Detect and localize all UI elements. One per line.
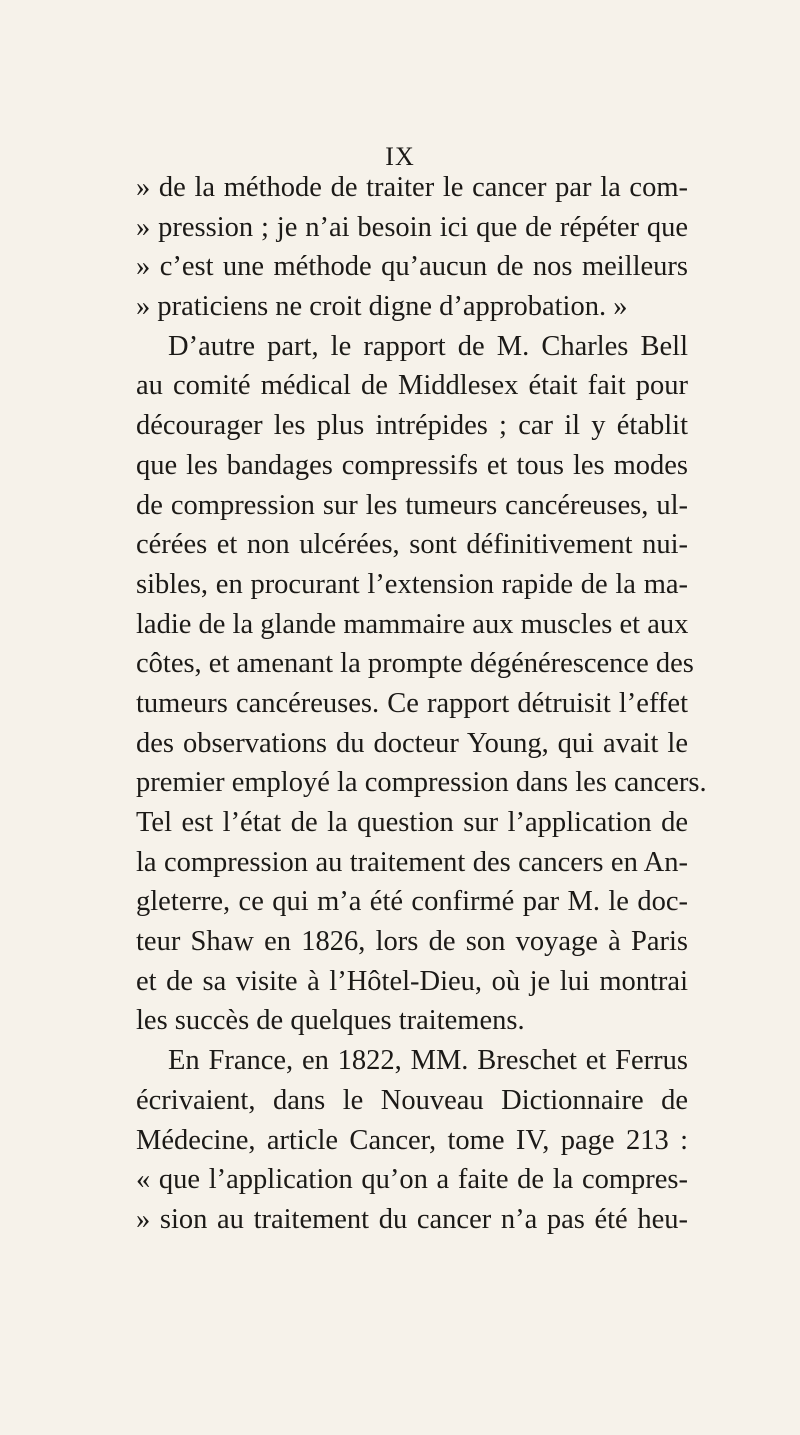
text-line: teur Shaw en 1826, lors de son voyage à Paris xyxy=(136,926,688,958)
text-line: écrivaient, dans le Nouveau Dictionnaire de xyxy=(136,1084,688,1116)
body-text xyxy=(136,168,707,1240)
text-line: » de la méthode de traiter le cancer par la com- xyxy=(136,172,688,203)
text-line: sibles, en procurant l’extension rapide de la ma- xyxy=(136,568,688,600)
text-line: que les bandages compressifs et tous les modes xyxy=(136,449,688,481)
text-line: » pression ; je n’ai besoin ici que de répéter que xyxy=(136,211,688,243)
text-line: « que l’application qu’on a faite de la compres- xyxy=(136,1164,688,1196)
text-line: » c’est une méthode qu’aucun de nos meilleurs xyxy=(136,251,688,283)
text-line: D’autre part, le rapport de M. Charles Bell xyxy=(168,330,688,362)
text-line: au comité médical de Middlesex était fait pour xyxy=(136,370,688,402)
text-line: les succès de quelques traitemens. xyxy=(136,1005,525,1037)
text-line: des observations du docteur Young, qui avait le xyxy=(136,727,688,759)
text-line: décourager les plus intrépides ; car il y établit xyxy=(136,410,688,442)
text-line: » sion au traitement du cancer n’a pas été heu- xyxy=(136,1203,688,1235)
page-number: IX xyxy=(385,142,415,171)
text-line: cérées et non ulcérées, sont définitivement nui- xyxy=(136,529,688,561)
text-line: Médecine, article Cancer, tome IV, page 213 : xyxy=(136,1124,688,1156)
text-line: Tel est l’état de la question sur l’application de xyxy=(136,807,688,838)
text-line: de compression sur les tumeurs cancéreuses, ul- xyxy=(136,489,688,521)
text-line: » praticiens ne croit digne d’approbation. » xyxy=(136,291,628,323)
text-line: tumeurs cancéreuses. Ce rapport détruisit l’effet xyxy=(136,687,688,719)
text-line: ladie de la glande mammaire aux muscles et aux xyxy=(136,608,689,640)
text-line: En France, en 1822, MM. Breschet et Ferrus xyxy=(168,1045,688,1077)
text-line: côtes, et amenant la prompte dégénérescence des xyxy=(136,648,694,680)
text-line: gleterre, ce qui m’a été confirmé par M. le doc- xyxy=(136,886,688,918)
text-line: premier employé la compression dans les cancers. xyxy=(136,767,707,799)
text-line: et de sa visite à l’Hôtel-Dieu, où je lui montrai xyxy=(136,965,688,997)
text-line: la compression au traitement des cancers en An- xyxy=(136,846,688,878)
